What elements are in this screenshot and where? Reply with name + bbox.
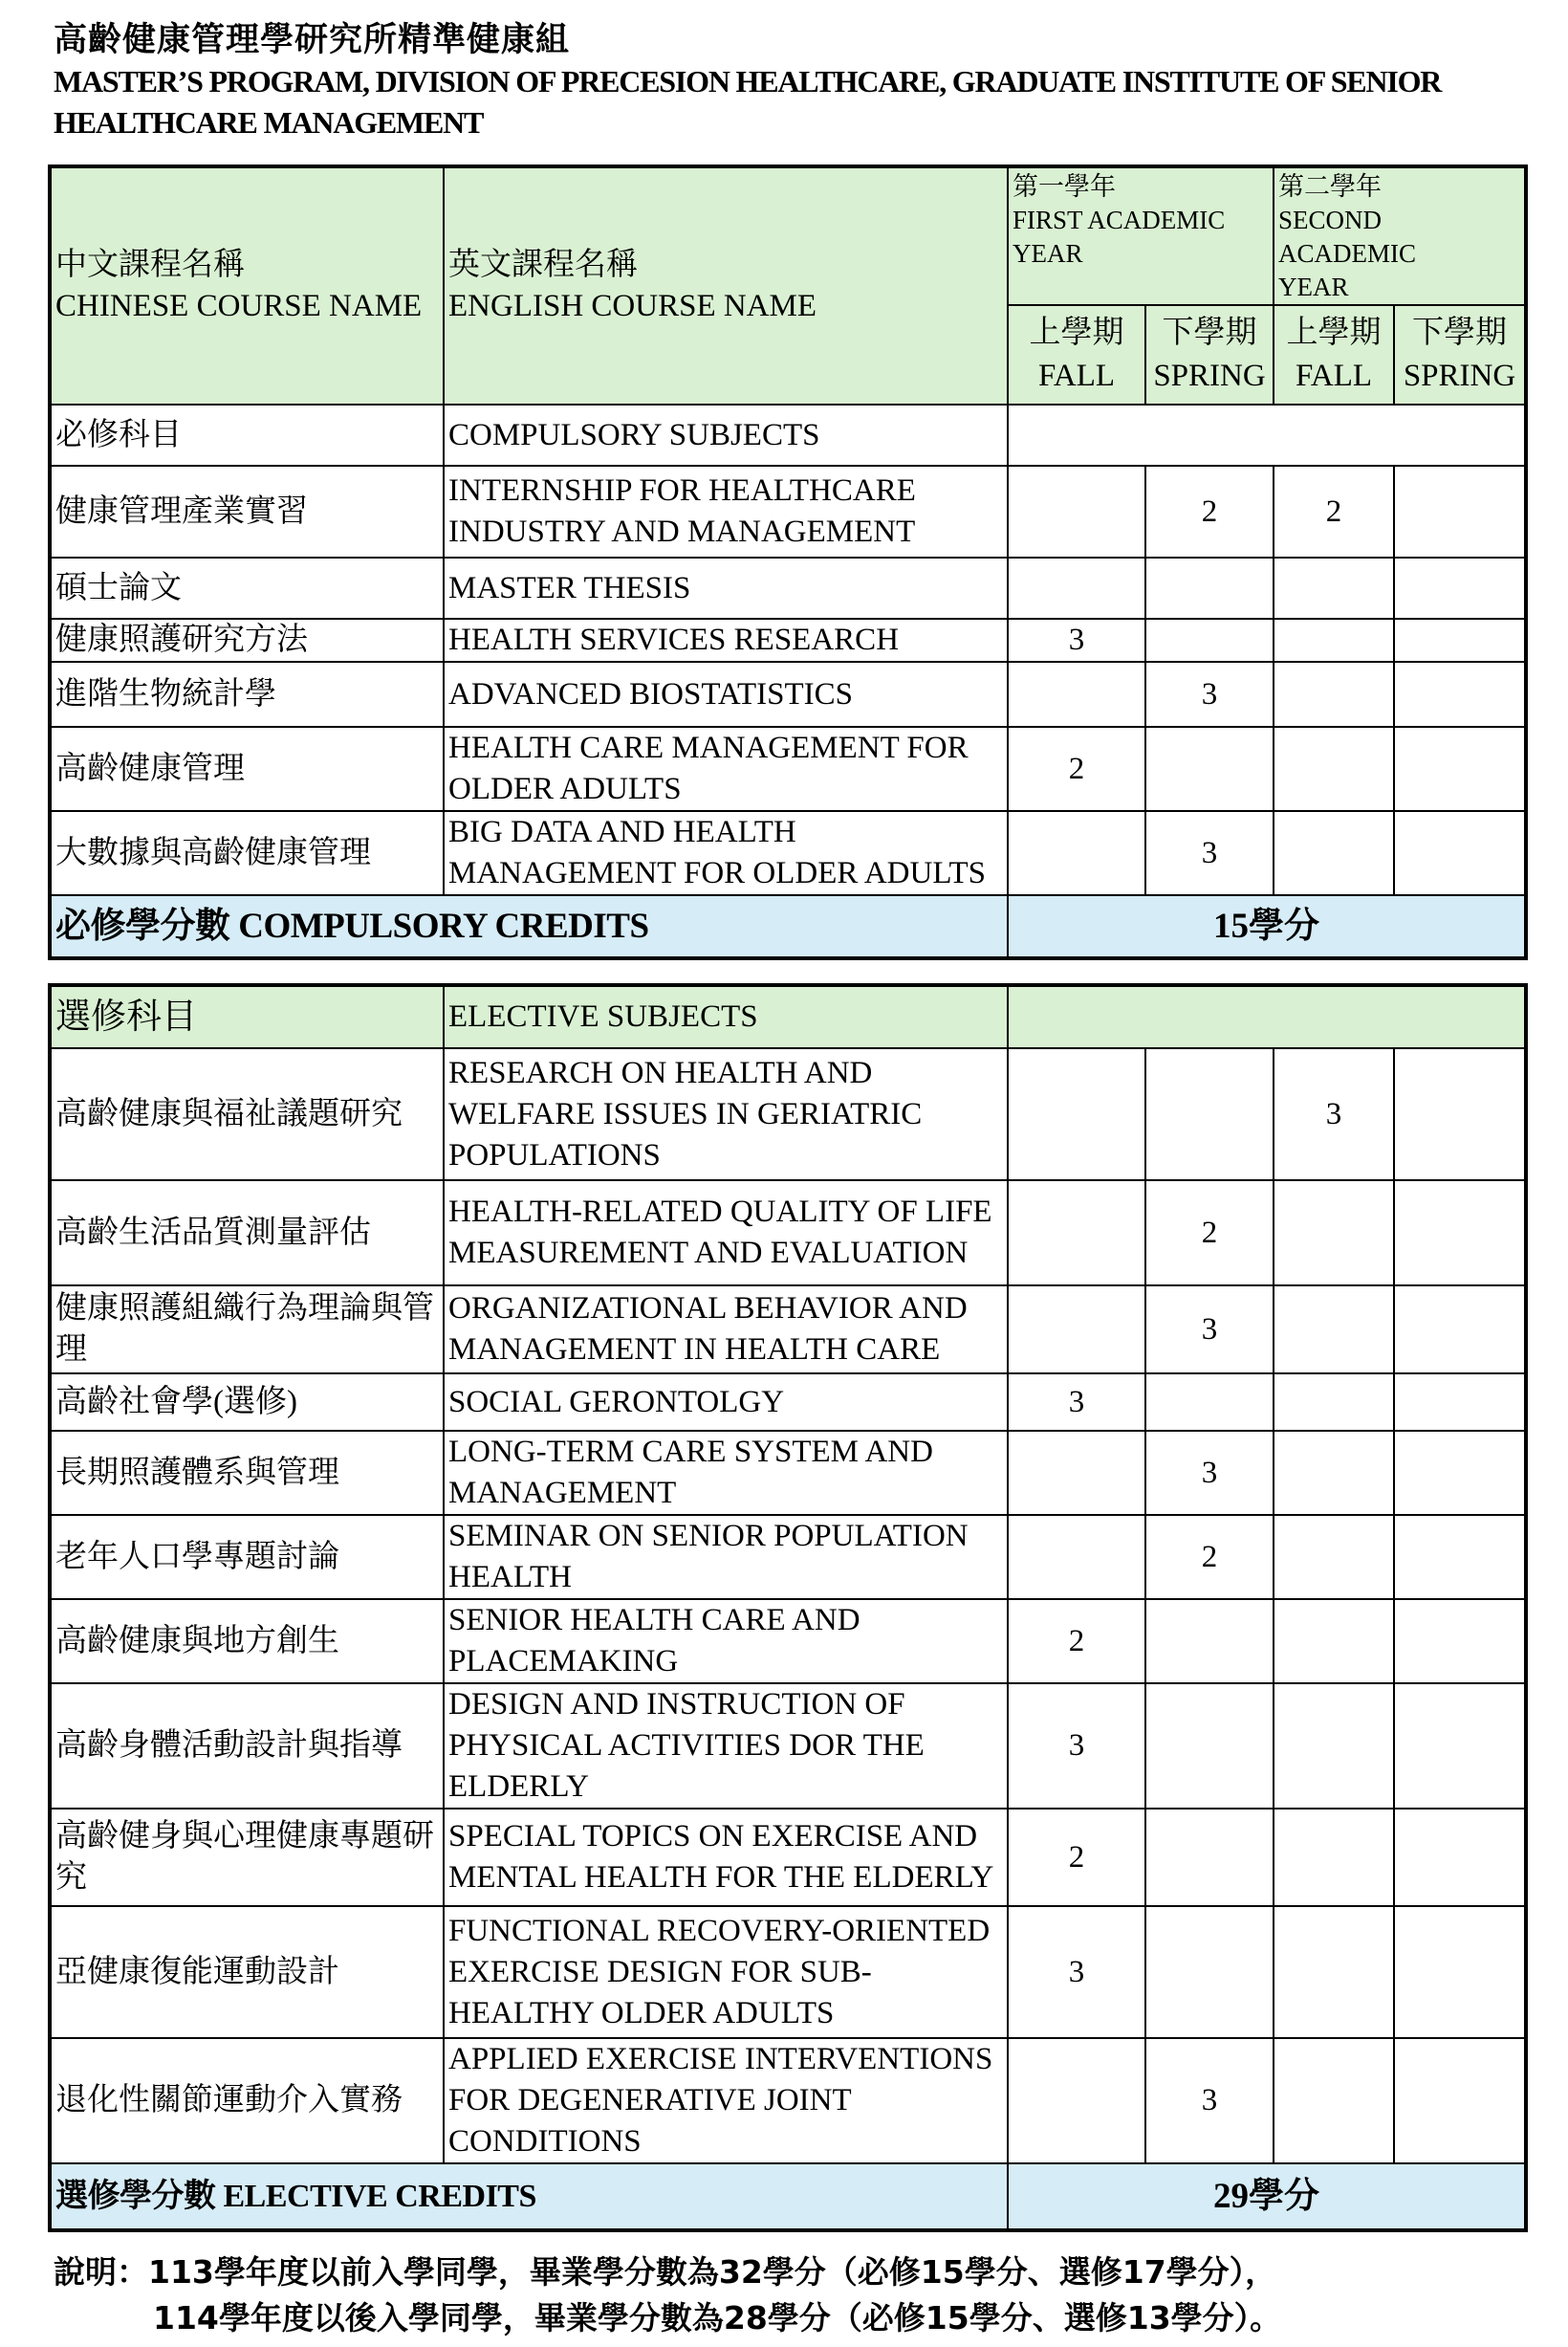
year2-fall-credits (1274, 1431, 1394, 1515)
spring-zh: 下學期 (1162, 316, 1257, 350)
course-name-zh: 退化性關節運動介入實務 (50, 2038, 444, 2163)
spring-en: SPRING (1153, 359, 1266, 393)
year2-fall-credits (1274, 619, 1394, 662)
year2-spring-credits (1394, 1285, 1526, 1373)
course-row (50, 1180, 1526, 1285)
year1-spring-credits (1145, 1906, 1274, 2038)
course-row (50, 1048, 1526, 1180)
year1-fall-credits (1008, 662, 1145, 727)
compulsory-total-value: 15學分 (1008, 895, 1526, 958)
year1-fall-credits: 3 (1008, 1683, 1145, 1809)
section-label-en: ELECTIVE SUBJECTS (444, 985, 1008, 1048)
note-line-2: 114學年度以後入學同學，畢業學分數為28學分（必修15學分、選修13學分）。 (153, 2299, 1282, 2336)
course-row (50, 727, 1526, 811)
course-name-en: LONG-TERM CARE SYSTEM AND MANAGEMENT (444, 1431, 1008, 1515)
course-name-zh: 高齡健康管理 (50, 727, 444, 811)
course-name-zh: 大數據與高齡健康管理 (50, 811, 444, 895)
year2-spring-credits (1394, 619, 1526, 662)
year2-fall-credits (1274, 1809, 1394, 1906)
course-row (50, 1431, 1526, 1515)
year1-fall-credits: 2 (1008, 1599, 1145, 1683)
year2-spring-credits (1394, 1809, 1526, 1906)
year1-fall-credits (1008, 811, 1145, 895)
course-row (50, 1809, 1526, 1906)
fall-zh: 上學期 (1029, 316, 1124, 350)
section-empty-cell (1008, 405, 1526, 466)
course-row (50, 1285, 1526, 1373)
year1-label-en-2: YEAR (1013, 239, 1083, 268)
year2-spring-credits (1394, 1431, 1526, 1515)
year2-spring-credits (1394, 1683, 1526, 1809)
year1-fall-credits: 3 (1008, 1906, 1145, 2038)
course-name-zh: 進階生物統計學 (50, 662, 444, 727)
course-name-en: SPECIAL TOPICS ON EXERCISE AND MENTAL HEALTH FOR THE ELDERLY (444, 1809, 1008, 1906)
course-row (50, 2038, 1526, 2163)
course-name-en: RESEARCH ON HEALTH AND WELFARE ISSUES IN GERIATRIC POPULATIONS (444, 1048, 1008, 1180)
course-name-zh: 高齡健康與地方創生 (50, 1599, 444, 1683)
course-name-zh: 健康管理產業實習 (50, 466, 444, 558)
course-name-en: SOCIAL GERONTOLGY (444, 1373, 1008, 1431)
note-line-1: 說明：113學年度以前入學同學，畢業學分數為32學分（必修15學分、選修17學分）， (54, 2253, 1277, 2291)
course-name-en: DESIGN AND INSTRUCTION OF PHYSICAL ACTIVITIES DOR THE ELDERLY (444, 1683, 1008, 1809)
year1-fall-credits (1008, 1180, 1145, 1285)
year1-spring-credits: 2 (1145, 1180, 1274, 1285)
year1-label-en: FIRST ACADEMIC (1013, 206, 1226, 234)
section-label-zh: 選修科目 (50, 985, 444, 1048)
year1-spring-credits: 3 (1145, 1285, 1274, 1373)
year2-fall-credits (1274, 1515, 1394, 1599)
year1-spring-credits (1145, 1809, 1274, 1906)
compulsory-total-label: 必修學分數 COMPULSORY CREDITS (50, 895, 1008, 958)
year1-spring-credits (1145, 1683, 1274, 1809)
course-name-zh: 高齡健康與福祉議題研究 (50, 1048, 444, 1180)
year1-fall-credits (1008, 1285, 1145, 1373)
course-name-zh: 高齡社會學(選修) (50, 1373, 444, 1431)
year1-fall-credits (1008, 2038, 1145, 2163)
course-row (50, 1683, 1526, 1809)
year2-spring-credits (1394, 1180, 1526, 1285)
section-label-en: COMPULSORY SUBJECTS (444, 405, 1008, 466)
year1-label-zh: 第一學年 (1013, 172, 1116, 201)
year2-fall-credits (1274, 1906, 1394, 2038)
spring-en: SPRING (1403, 359, 1516, 393)
course-name-zh: 老年人口學專題討論 (50, 1515, 444, 1599)
year1-spring-credits (1145, 619, 1274, 662)
course-name-en: SENIOR HEALTH CARE AND PLACEMAKING (444, 1599, 1008, 1683)
year2-fall-credits (1274, 662, 1394, 727)
year1-fall-credits: 2 (1008, 727, 1145, 811)
year1-spring-credits: 3 (1145, 811, 1274, 895)
year1-spring-credits: 3 (1145, 2038, 1274, 2163)
total-row (50, 2163, 1526, 2230)
first-academic-year-header (1008, 166, 1274, 305)
course-name-en: MASTER THESIS (444, 558, 1008, 619)
explanation-notes (54, 2249, 1281, 2341)
year2-fall-credits (1274, 558, 1394, 619)
spring-zh: 下學期 (1412, 316, 1507, 350)
year2-fall-credits (1274, 1599, 1394, 1683)
year1-spring-credits (1145, 558, 1274, 619)
year1-fall-credits (1008, 1431, 1145, 1515)
year2-fall-header (1274, 305, 1394, 405)
year2-fall-credits: 2 (1274, 466, 1394, 558)
header-zh-label: 中文課程名稱 (55, 248, 245, 282)
course-name-en: SEMINAR ON SENIOR POPULATION HEALTH (444, 1515, 1008, 1599)
section-row (50, 405, 1526, 466)
section-label-zh: 必修科目 (50, 405, 444, 466)
year1-spring-header (1145, 305, 1274, 405)
year2-fall-credits (1274, 727, 1394, 811)
year1-spring-credits (1145, 1373, 1274, 1431)
document-title (54, 19, 1545, 143)
year2-fall-credits (1274, 1373, 1394, 1431)
elective-course-table (48, 983, 1528, 2232)
year2-fall-credits (1274, 1180, 1394, 1285)
course-name-en: ORGANIZATIONAL BEHAVIOR AND MANAGEMENT IN HEALTH CARE (444, 1285, 1008, 1373)
year2-fall-credits (1274, 1285, 1394, 1373)
course-row (50, 558, 1526, 619)
year1-fall-credits: 3 (1008, 619, 1145, 662)
course-row (50, 1515, 1526, 1599)
title-chinese: 高齡健康管理學研究所精準健康組 (54, 20, 571, 59)
table-header-row (50, 166, 1526, 305)
course-row (50, 466, 1526, 558)
course-name-en: HEALTH-RELATED QUALITY OF LIFE MEASUREMENT AND EVALUATION (444, 1180, 1008, 1285)
chinese-course-name-header (50, 166, 444, 405)
compulsory-course-table (48, 165, 1528, 960)
year2-spring-credits (1394, 1373, 1526, 1431)
fall-zh: 上學期 (1286, 316, 1382, 350)
year1-fall-credits (1008, 1515, 1145, 1599)
course-name-zh: 高齡身體活動設計與指導 (50, 1683, 444, 1809)
course-name-zh: 亞健康復能運動設計 (50, 1906, 444, 2038)
year2-label-zh: 第二學年 (1278, 172, 1382, 201)
year1-spring-credits: 2 (1145, 1515, 1274, 1599)
english-course-name-header (444, 166, 1008, 405)
section-empty-cell (1008, 985, 1526, 1048)
year2-spring-credits (1394, 2038, 1526, 2163)
year2-spring-credits (1394, 1515, 1526, 1599)
year1-spring-credits (1145, 727, 1274, 811)
year1-fall-credits (1008, 466, 1145, 558)
title-english: MASTER’S PROGRAM, DIVISION OF PRECESION HEALTHCARE, GRADUATE INSTITUTE OF SENIOR HEALTHCARE MANAGEMENT (54, 64, 1442, 140)
header-en-label-en: ENGLISH COURSE NAME (448, 289, 817, 323)
course-row (50, 1599, 1526, 1683)
year2-spring-header (1394, 305, 1526, 405)
course-name-en: ADVANCED BIOSTATISTICS (444, 662, 1008, 727)
course-name-zh: 健康照護研究方法 (50, 619, 444, 662)
year2-fall-credits (1274, 2038, 1394, 2163)
course-row (50, 1906, 1526, 2038)
course-name-zh: 長期照護體系與管理 (50, 1431, 444, 1515)
second-academic-year-header (1274, 166, 1526, 305)
course-name-en: INTERNSHIP FOR HEALTHCARE INDUSTRY AND MANAGEMENT (444, 466, 1008, 558)
year1-fall-credits: 2 (1008, 1809, 1145, 1906)
year2-spring-credits (1394, 1906, 1526, 2038)
elective-total-label: 選修學分數 ELECTIVE CREDITS (50, 2163, 1008, 2230)
year1-spring-credits (1145, 1599, 1274, 1683)
year2-spring-credits (1394, 1599, 1526, 1683)
year1-fall-credits: 3 (1008, 1373, 1145, 1431)
fall-en: FALL (1037, 359, 1116, 393)
course-name-en: HEALTH SERVICES RESEARCH (444, 619, 1008, 662)
course-row (50, 1373, 1526, 1431)
course-name-en: APPLIED EXERCISE INTERVENTIONS FOR DEGENERATIVE JOINT CONDITIONS (444, 2038, 1008, 2163)
header-zh-label-en: CHINESE COURSE NAME (55, 289, 423, 323)
year1-fall-credits (1008, 558, 1145, 619)
elective-total-value: 29學分 (1008, 2163, 1526, 2230)
course-row (50, 811, 1526, 895)
total-row (50, 895, 1526, 958)
course-name-en: FUNCTIONAL RECOVERY-ORIENTED EXERCISE DESIGN FOR SUB-HEALTHY OLDER ADULTS (444, 1906, 1008, 2038)
course-name-zh: 碩士論文 (50, 558, 444, 619)
year2-label-en: SECOND ACADEMIC (1278, 206, 1417, 268)
year1-spring-credits: 3 (1145, 1431, 1274, 1515)
year2-fall-credits: 3 (1274, 1048, 1394, 1180)
year1-fall-credits (1008, 1048, 1145, 1180)
year2-spring-credits (1394, 466, 1526, 558)
year2-fall-credits (1274, 811, 1394, 895)
year2-fall-credits (1274, 1683, 1394, 1809)
year1-fall-header (1008, 305, 1145, 405)
year1-spring-credits (1145, 1048, 1274, 1180)
year1-spring-credits: 2 (1145, 466, 1274, 558)
year1-spring-credits: 3 (1145, 662, 1274, 727)
course-name-zh: 高齡健身與心理健康專題研究 (50, 1809, 444, 1906)
year2-spring-credits (1394, 662, 1526, 727)
course-row (50, 662, 1526, 727)
course-name-zh: 健康照護組織行為理論與管理 (50, 1285, 444, 1373)
course-name-zh: 高齡生活品質測量評估 (50, 1180, 444, 1285)
year2-spring-credits (1394, 811, 1526, 895)
fall-en: FALL (1295, 359, 1373, 393)
section-row (50, 985, 1526, 1048)
year2-label-en-2: YEAR (1278, 273, 1349, 301)
year2-spring-credits (1394, 1048, 1526, 1180)
course-row (50, 619, 1526, 662)
course-name-en: BIG DATA AND HEALTH MANAGEMENT FOR OLDER ADULTS (444, 811, 1008, 895)
year2-spring-credits (1394, 727, 1526, 811)
year2-spring-credits (1394, 558, 1526, 619)
course-name-en: HEALTH CARE MANAGEMENT FOR OLDER ADULTS (444, 727, 1008, 811)
header-en-label: 英文課程名稱 (448, 248, 638, 282)
